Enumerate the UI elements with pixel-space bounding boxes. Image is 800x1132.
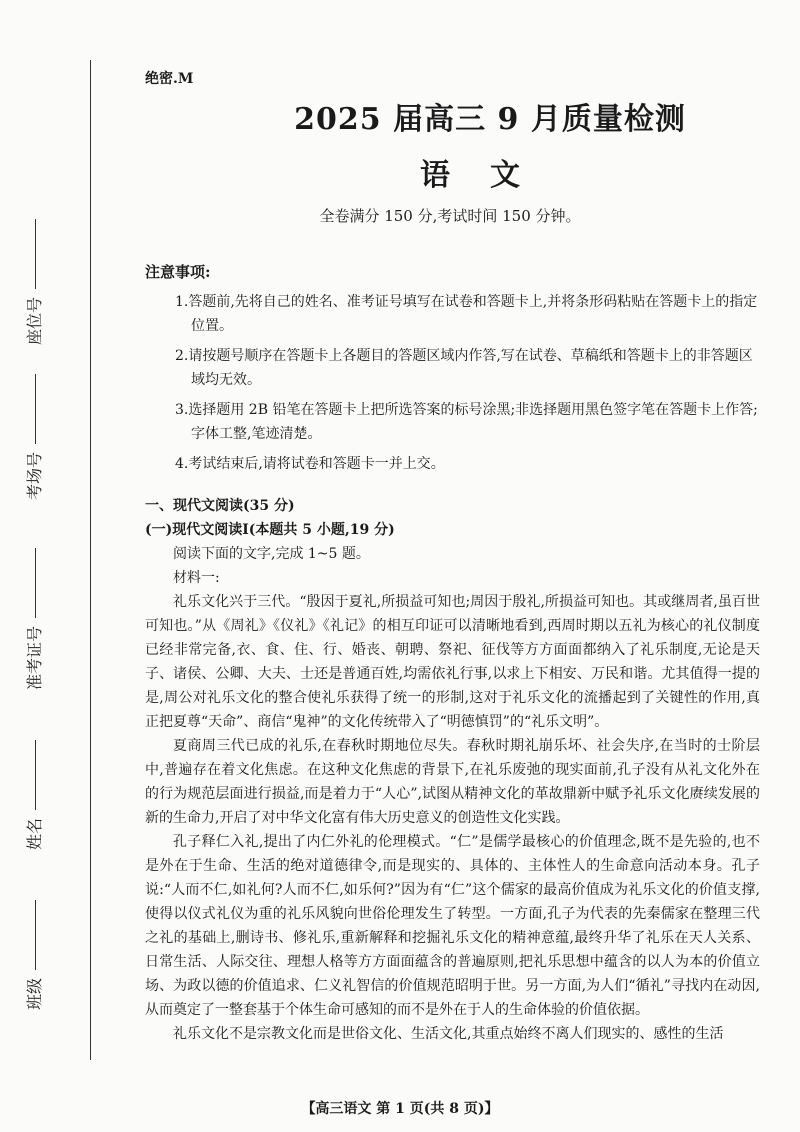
note-item: 1.答题前,先将自己的姓名、准考证号填写在试卷和答题卡上,并将条形码粘贴在答题卡上的指定位置。 bbox=[175, 294, 758, 334]
seat-number-label: 座位号 bbox=[25, 296, 44, 345]
exam-room-label: 考场号 bbox=[25, 451, 44, 500]
exam-title: 2025 届高三 9 月质量检测 bbox=[294, 102, 686, 137]
page-footer: 【高三语文 第 1 页(共 8 页)】 bbox=[301, 1101, 499, 1117]
ticket-number-blank[interactable] bbox=[35, 548, 36, 618]
ticket-number-field[interactable] bbox=[22, 625, 45, 690]
instruction: 阅读下面的文字,完成 1~5 题。 bbox=[173, 546, 370, 562]
subsection-heading: (一)现代文阅读Ⅰ(本题共 5 小题,19 分) bbox=[145, 522, 395, 538]
exam-room-field[interactable] bbox=[22, 440, 45, 500]
paragraph: 孔子释仁入礼,提出了内仁外礼的伦理模式。“仁”是儒学最核心的价值理念,既不是先验的,也不是外在于生命、生活的绝对道德律令,而是现实的、具体的、主体性人的生命意向活动本身。孔子说:“人而不仁,如礼何?人而不仁,如乐何?”因为有“仁”这个儒家的最高价值成为礼乐文化的价值支撑,使得以仪式礼仪为重的礼乐风貌向世俗伦理发生了转型。一方面,孔子为代表的先秦儒家在整理三代之礼的基础上,删诗书、修礼乐,重新解释和挖掘礼乐文化的精神意蕴,最终升华了礼乐在天人关系、日常生活、人际交往、理想人格等方方面面蕴含的普遍原则,把礼乐思想中蕴含的以人为本的价值立场、为政以德的价值追求、仁义礼智信的价值规范昭明于世。另一方面,为人们“循礼”寻找内在动因,从而奠定了一整套基于个体生命可感知的而不是外在于人的生命体验的价值依据。 bbox=[145, 834, 760, 1018]
class-field[interactable] bbox=[22, 950, 45, 1010]
material-label: 材料一: bbox=[173, 570, 220, 586]
seat-number-blank[interactable] bbox=[35, 219, 36, 289]
class-label: 班级 bbox=[25, 977, 44, 1010]
exam-room-blank[interactable] bbox=[35, 374, 36, 444]
note-item: 2.请按题号顺序在答题卡上各题目的答题区域内作答,写在试卷、草稿纸和答题卡上的非答题区域均无效。 bbox=[175, 348, 753, 388]
class-blank[interactable] bbox=[35, 900, 36, 970]
paragraph: 礼乐文化不是宗教文化而是世俗文化、生活文化,其重点始终不离人们现实的、感性的生活 bbox=[173, 1026, 724, 1042]
notes-list bbox=[145, 290, 760, 476]
exam-info: 全卷满分 150 分,考试时间 150 分钟。 bbox=[319, 207, 581, 225]
binding-line bbox=[90, 60, 91, 1060]
note-item: 4.考试结束后,请将试卷和答题卡一并上交。 bbox=[175, 456, 445, 472]
notes-heading: 注意事项: bbox=[145, 263, 211, 281]
seat-number-field[interactable] bbox=[22, 285, 45, 345]
content-body bbox=[145, 260, 760, 1046]
section-heading: 一、现代文阅读(35 分) bbox=[145, 498, 295, 514]
name-field[interactable] bbox=[22, 790, 45, 850]
secret-mark: 绝密.M bbox=[145, 71, 194, 87]
name-blank[interactable] bbox=[35, 740, 36, 810]
name-label: 姓名 bbox=[25, 817, 44, 850]
ticket-number-label: 准考证号 bbox=[25, 625, 44, 690]
paragraph: 礼乐文化兴于三代。“殷因于夏礼,所损益可知也;周因于殷礼,所损益可知也。其或继周者,虽百世可知也。”从《周礼》《仪礼》《礼记》的相互印证可以清晰地看到,西周时期以五礼为核心的礼仪制度已经非常完备,衣、食、住、行、婚丧、朝聘、祭祀、征伐等方方面面都纳入了礼乐制度,无论是天子、诸侯、公卿、大夫、士还是普通百姓,均需依礼行事,以求上下相安、万民和谐。尤其值得一提的是,周公对礼乐文化的整合使礼乐获得了统一的形制,这对于礼乐文化的流播起到了关键性的作用,真正把夏尊“天命”、商信“鬼神”的文化传统带入了“明德慎罚”的“礼乐文明”。 bbox=[145, 594, 760, 730]
subject-title: 语文 bbox=[420, 158, 560, 193]
note-item: 3.选择题用 2B 铅笔在答题卡上把所选答案的标号涂黑;非选择题用黑色签字笔在答题卡上作答;字体工整,笔迹清楚。 bbox=[175, 402, 758, 442]
paragraph: 夏商周三代已成的礼乐,在春秋时期地位尽失。春秋时期礼崩乐坏、社会失序,在当时的士阶层中,普遍存在着文化焦虑。在这种文化焦虑的背景下,在礼乐废弛的现实面前,孔子没有从礼文化外在的行为规范层面进行损益,而是着力于“人心”,试图从精神文化的革故鼎新中赋予礼乐文化赓续发展的新的生命力,开启了对中华文化富有伟大历史意义的创造性文化实践。 bbox=[145, 738, 760, 826]
